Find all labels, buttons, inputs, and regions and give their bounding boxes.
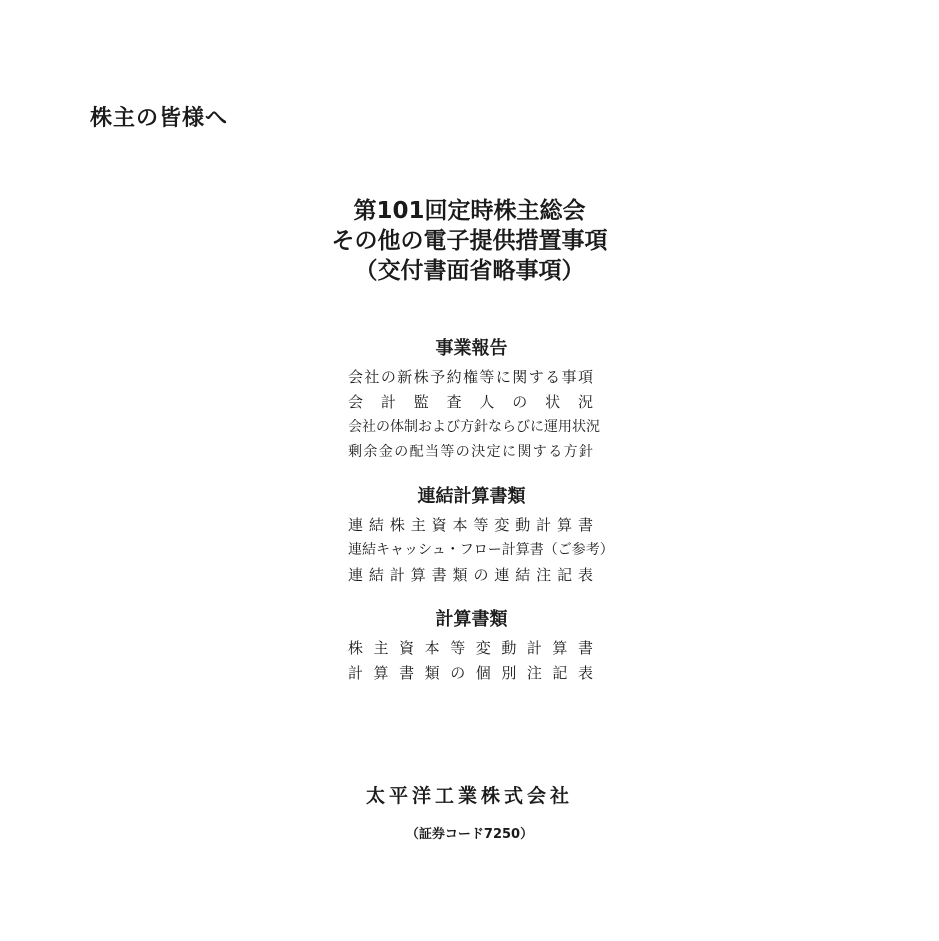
- title-line-2: その他の電子提供措置事項: [331, 228, 608, 254]
- section-heading: 計算書類: [435, 609, 508, 630]
- section-business-report: [348, 337, 600, 465]
- document-title: [0, 196, 939, 286]
- list-item: 計算書類の個別注記表: [348, 664, 593, 682]
- securities-code: （証券コード7250）: [405, 827, 534, 842]
- title-line-1: 第101回定時株主総会: [353, 198, 586, 224]
- list-item: 連結株主資本等変動計算書: [348, 516, 593, 534]
- contents-list: [348, 337, 614, 706]
- section-financial-statements: [348, 608, 593, 686]
- greeting-heading: 株主の皆様へ: [90, 106, 229, 131]
- list-item: 連結計算書類の連結注記表: [348, 566, 593, 584]
- section-heading: 連結計算書類: [417, 486, 526, 507]
- title-line-3: （交付書面省略事項）: [354, 258, 585, 284]
- list-item: 剰余金の配当等の決定に関する方針: [348, 444, 593, 460]
- list-item: 会社の体制および方針ならびに運用状況: [348, 419, 600, 435]
- section-heading: 事業報告: [435, 338, 508, 359]
- company-name: 太平洋工業株式会社: [365, 785, 573, 807]
- section-consolidated-statements: [348, 485, 614, 588]
- list-item: 会計監査人の状況: [348, 393, 593, 411]
- list-item: 連結キャッシュ・フロー計算書（ご参考）: [348, 542, 614, 558]
- list-item: 会社の新株予約権等に関する事項: [348, 368, 593, 386]
- list-item: 株主資本等変動計算書: [348, 639, 593, 657]
